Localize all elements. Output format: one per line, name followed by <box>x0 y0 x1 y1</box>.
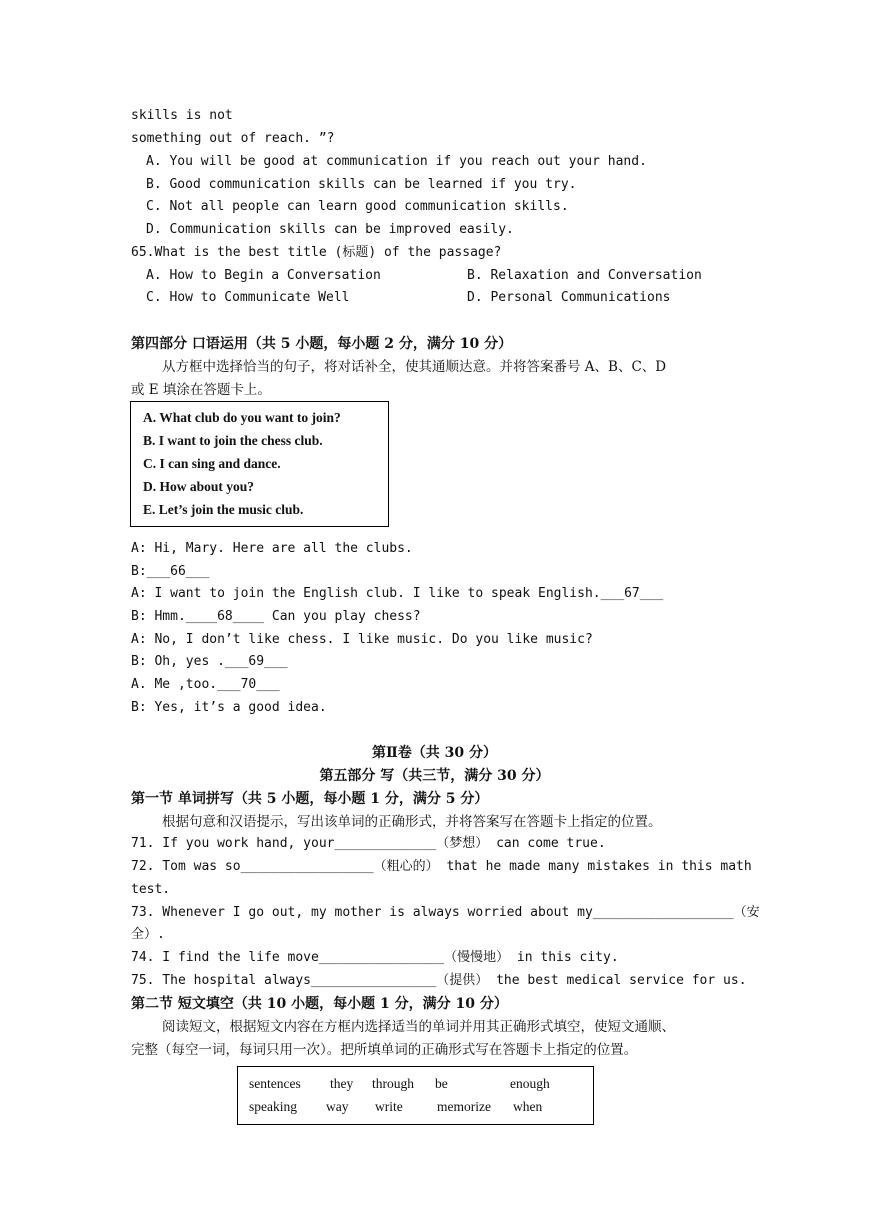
section2-instruction-2: 完整（每空一词，每词只用一次）。把所填单词的正确形式写在答题卡上指定的位置。 <box>131 1042 638 1058</box>
part5-title: 第五部分 写（共三节，满分 30 分） <box>319 768 550 784</box>
volume2-title: 第Ⅱ卷（共 30 分） <box>371 745 498 761</box>
word-bank-item: way <box>326 1099 349 1114</box>
section2-instruction-1: 阅读短文，根据短文内容在方框内选择适当的单词并用其正确形式填空，使短文通顺、 <box>162 1019 675 1035</box>
q64-option-c: C. Not all people can learn good communication skills. <box>146 199 569 214</box>
part4-instruction-1: 从方框中选择恰当的句子，将对话补全，使其通顺达意。并将答案番号 A、B、C、D <box>162 359 667 375</box>
word-bank-item: speaking <box>249 1099 297 1114</box>
part4-instruction-2: 或 E 填涂在答题卡上。 <box>131 382 271 398</box>
spelling-73-cont: 全）. <box>131 927 165 942</box>
word-bank-box <box>237 1066 594 1125</box>
choice-c: C. I can sing and dance. <box>143 456 281 471</box>
q64-option-b: B. Good communication skills can be learned if you try. <box>146 177 577 192</box>
dialogue-line-7: A. Me ,too.___70___ <box>131 677 280 692</box>
dialogue-line-3: A: I want to join the English club. I like to speak English.___67___ <box>131 586 664 601</box>
q65-option-b: B. Relaxation and Conversation <box>467 268 702 283</box>
choice-a: A. What club do you want to join? <box>143 410 341 425</box>
dialogue-line-8: B: Yes, it’s a good idea. <box>131 700 327 715</box>
q64-stem-line-2: something out of reach. ”? <box>131 131 335 146</box>
dialogue-line-2: B:___66___ <box>131 564 210 579</box>
q65-option-c: C. How to Communicate Well <box>146 290 350 305</box>
spelling-71: 71. If you work hand, your_____________（梦想） can come true. <box>131 836 606 851</box>
spelling-72: 72. Tom was so_________________（粗心的） that he made many mistakes in this math <box>131 859 752 874</box>
spelling-73: 73. Whenever I go out, my mother is always worried about my__________________（安 <box>131 905 760 920</box>
dialogue-line-5: A: No, I don’t like chess. I like music. Do you like music? <box>131 632 593 647</box>
spelling-74: 74. I find the life move________________（慢慢地） in this city. <box>131 950 619 965</box>
choice-d: D. How about you? <box>143 479 255 494</box>
q64-option-a: A. You will be good at communication if you reach out your hand. <box>146 154 647 169</box>
spelling-72-cont: test. <box>131 882 171 897</box>
dialogue-line-1: A: Hi, Mary. Here are all the clubs. <box>131 541 413 556</box>
spelling-75: 75. The hospital always________________（提供） the best medical service for us. <box>131 973 747 988</box>
word-bank-item: they <box>330 1076 354 1091</box>
word-bank-item: memorize <box>437 1099 491 1114</box>
dialogue-line-6: B: Oh, yes .___69___ <box>131 654 288 669</box>
part4-heading: 第四部分 口语运用（共 5 小题，每小题 2 分，满分 10 分） <box>131 336 513 352</box>
q65-option-a: A. How to Begin a Conversation <box>146 268 381 283</box>
q64-stem-line-1: skills is not <box>131 108 233 123</box>
word-bank-item: write <box>375 1099 403 1114</box>
section2-heading: 第二节 短文填空（共 10 小题，每小题 1 分，满分 10 分） <box>131 996 508 1012</box>
choice-e: E. Let’s join the music club. <box>143 502 304 517</box>
word-bank-item: enough <box>510 1076 550 1091</box>
word-bank-item: sentences <box>249 1076 301 1091</box>
choice-b: B. I want to join the chess club. <box>143 433 323 448</box>
section1-heading: 第一节 单词拼写（共 5 小题，每小题 1 分，满分 5 分） <box>131 791 489 807</box>
choices-box <box>130 401 389 527</box>
word-bank-item: when <box>513 1099 543 1114</box>
section1-instruction: 根据句意和汉语提示，写出该单词的正确形式，并将答案写在答题卡上指定的位置。 <box>162 814 662 830</box>
word-bank-item: through <box>372 1076 414 1091</box>
q65-stem: 65.What is the best title (标题) of the passage? <box>131 245 502 260</box>
word-bank-item: be <box>435 1076 448 1091</box>
q64-option-d: D. Communication skills can be improved easily. <box>146 222 514 237</box>
dialogue-line-4: B: Hmm.____68____ Can you play chess? <box>131 609 421 624</box>
q65-option-d: D. Personal Communications <box>467 290 671 305</box>
